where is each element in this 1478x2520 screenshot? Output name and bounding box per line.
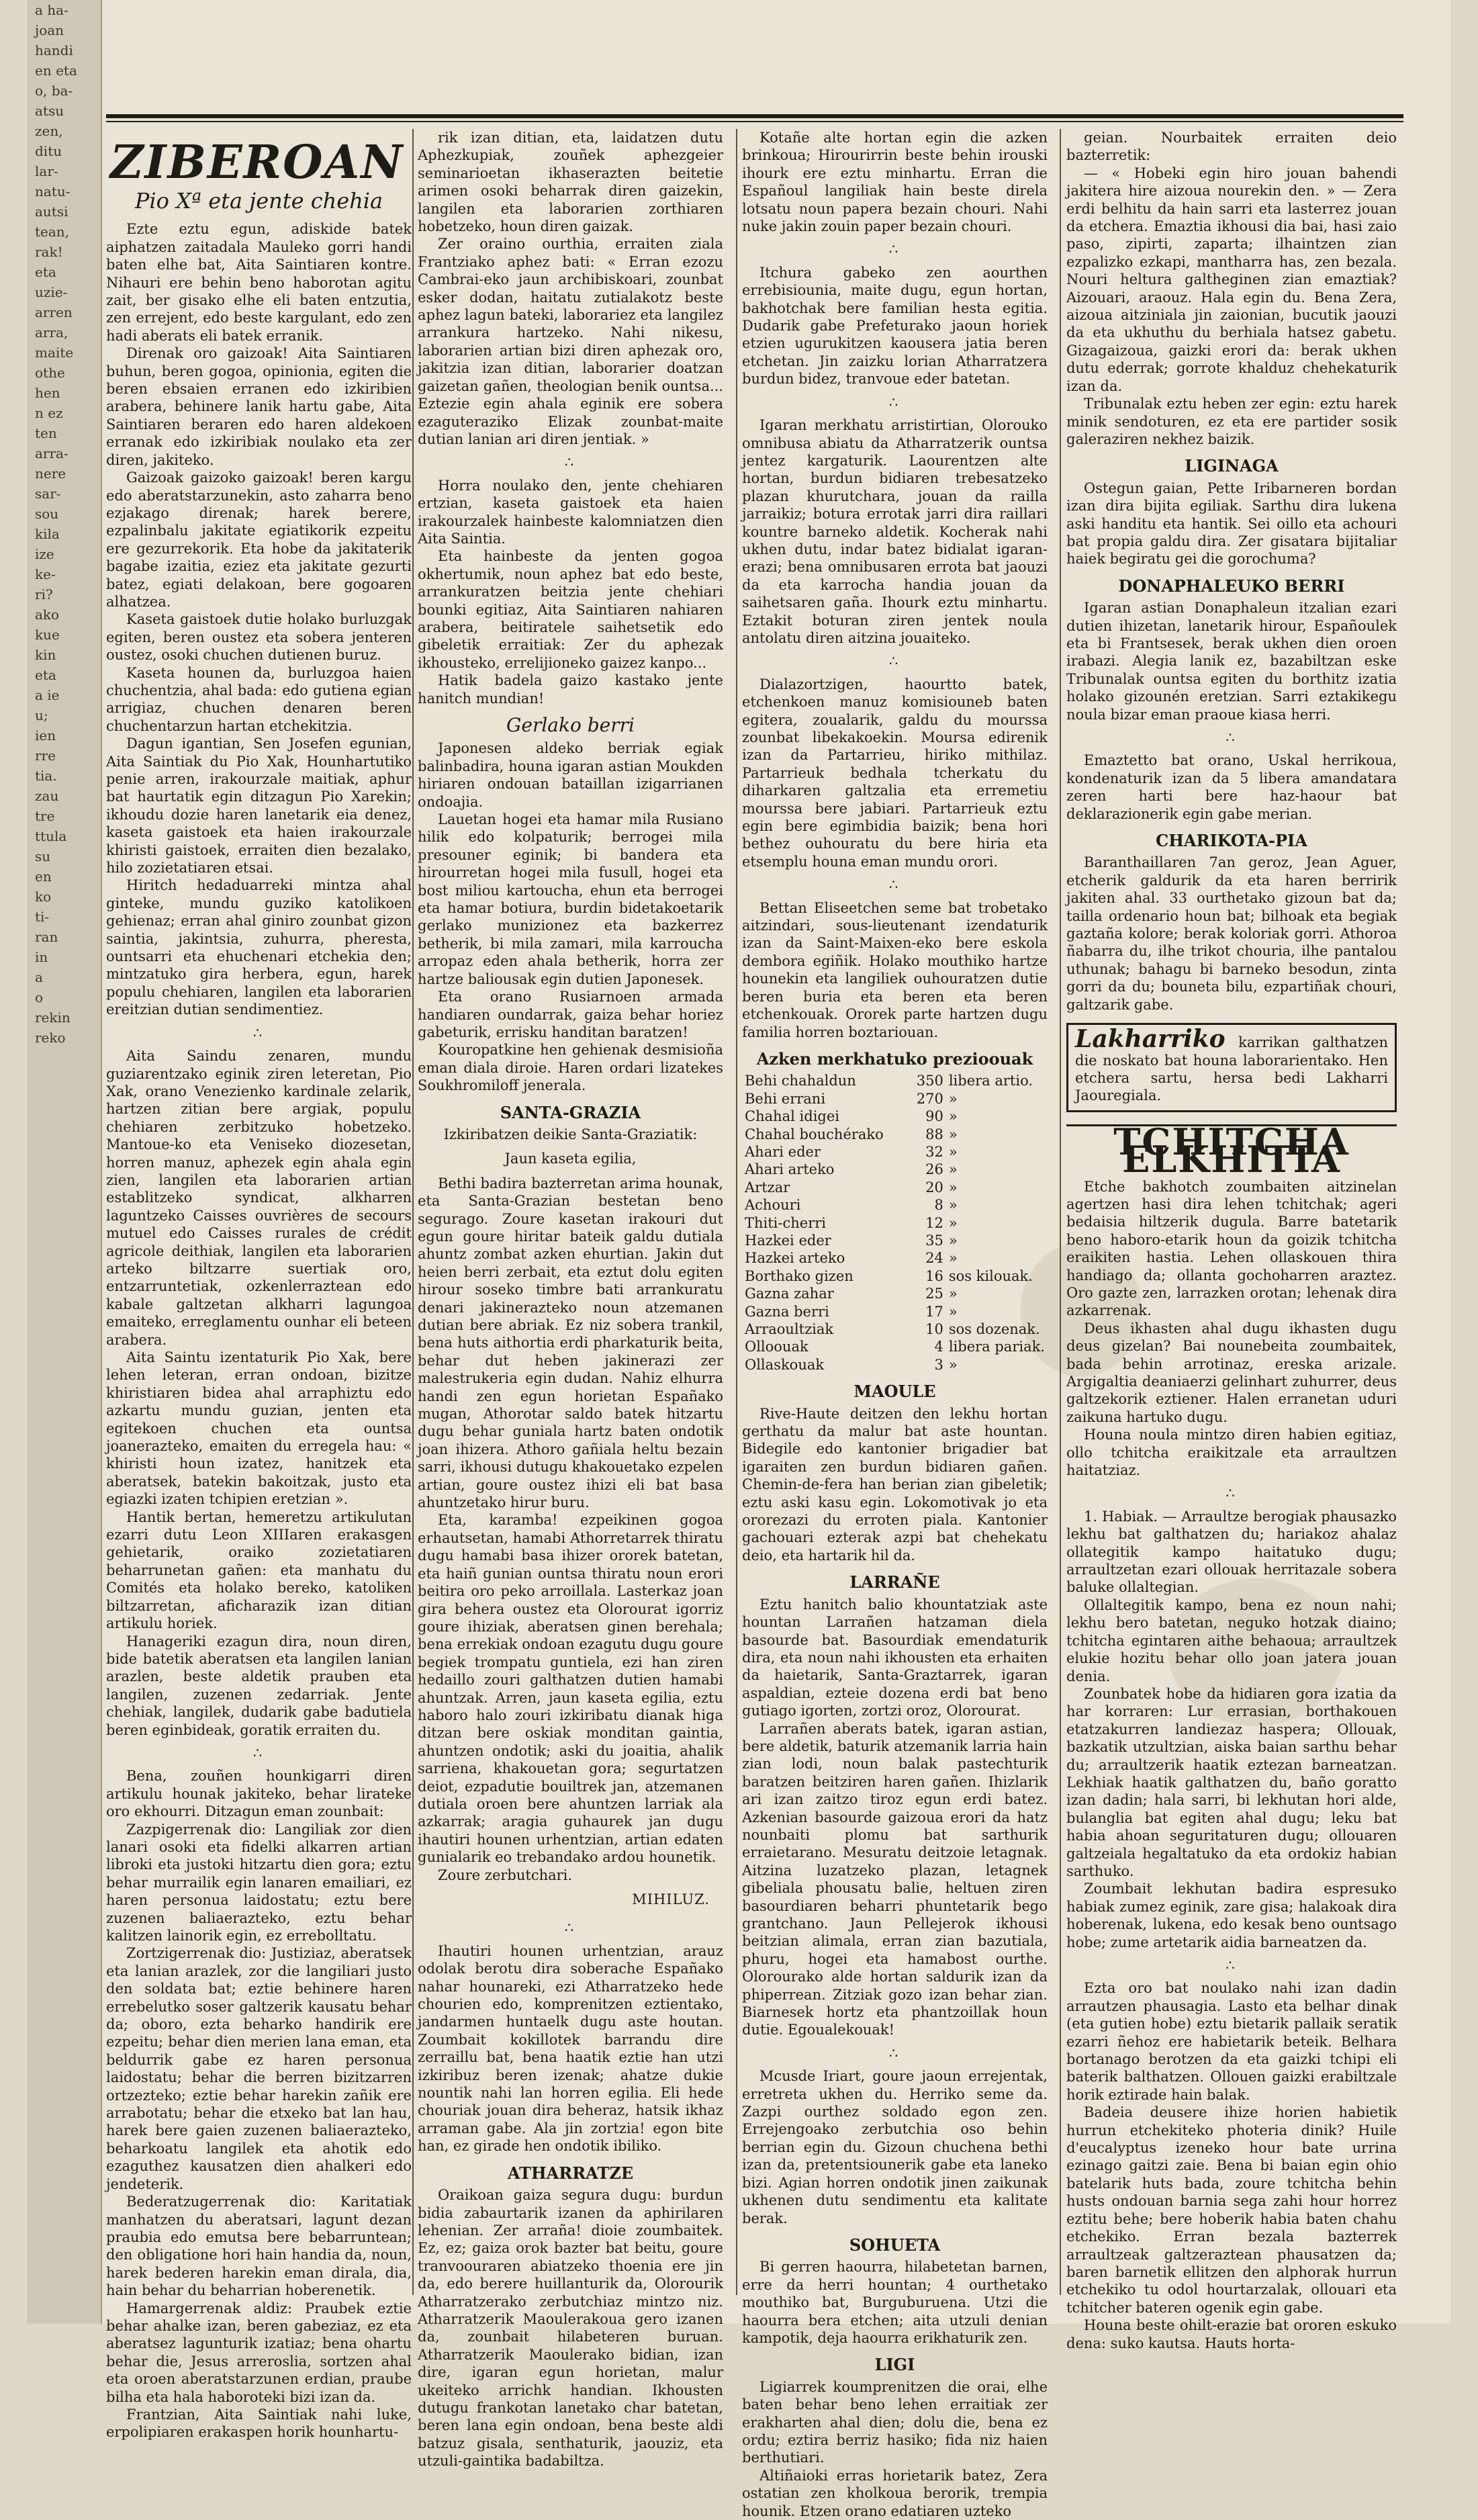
market-price-table [742, 1072, 1048, 1374]
edge-fragment: o, ba- [35, 83, 73, 99]
edge-fragment: kin [35, 647, 56, 663]
paragraph: Mcusde Iriart, goure jaoun errejentak, erretreta ukhen du. Herriko seme da. Zazpi ourthez soldado egon zen. Errejengoako zerbutchia oso behin berrian egin du. Gizoun chuchena bethi izan da, pretentsiounerik gabe eta laneko bizi. Agian horren ondotik jinen zaikunak ukhenen dutu sendimentu eta kalitate berak. [742, 2068, 1048, 2226]
edge-fragment: reko [35, 1030, 66, 1046]
paragraph: Zoumbait lekhutan badira espresuko habiak zumez eginik, zare gisa; halakoak dira hoberenak, lukena, edo kesak beno ountsago hobe; zume artetarik aidia barneatzen da. [1066, 1881, 1397, 1950]
edge-fragment: nere [35, 465, 66, 482]
paragraph: Direnak oro gaizoak! Aita Saintiaren buhun, beren gogoa, opinionia, egiten die beren ebsaien erranen edo izkiribien arabera, behinere lanik hartu gabe, Aita Saintiaren beraren edo haren aldekoen erranak edo izkiribiak noulako eta zer diren, jakiteko. [106, 345, 412, 468]
price-row [742, 1232, 1048, 1249]
separator: ∴ [888, 876, 901, 893]
paragraph: Emaztetto bat orano, Uskal herrikoua, kondenaturik izan da 5 libera amandatara zeren harti bere haz-haour bat deklarazionerik egin gabe merian. [1066, 752, 1397, 822]
price-row [742, 1179, 1048, 1196]
price-row [742, 1338, 1048, 1355]
price-row [742, 1356, 1048, 1374]
price-unit: libera artio. [948, 1073, 1033, 1089]
paragraph: Ostegun gaian, Pette Iribarneren bordan izan dira bijita egiliak. Sarthu dira lukena aski handitu eta hantik. Sei oillo eta achouri bat propia galdu dira. Zer gisatara bijitaliar haiek begiratu gei die gorochuma? [1066, 480, 1397, 568]
edge-fragment: ako [35, 606, 60, 623]
price-value: 20 [925, 1179, 943, 1196]
salutation: Jaun kaseta egilia, [504, 1151, 637, 1167]
paragraph: Kouropatkine hen gehienak desmisioña eman diala diroie. Haren ordari lizatekes Soukhromiloff jenerala. [418, 1042, 723, 1094]
column-rule-2 [736, 129, 737, 2295]
edge-fragment: rak! [35, 244, 63, 260]
paragraph: Igaran astian Donaphaleun itzalian ezari dutien ihizetan, lanetarik hirour, Españoulek eta bi Frantsesek, berak ukhen dien oroen irabazi. Alegia lanik ez, bazabiltzan eske Tribunalak ountsa egiten du borthitz izatia holako gizounén eretzian. Sarri eztakikegu noula bizar eman praoue kiasa herri. [1066, 600, 1397, 723]
paragraph: Kotañe alte hortan egin die azken brinkoua; Hirourirrin beste behin irouski ihourk ere eztu minhartu. Erran die Españoul langiliak hain beste direla lotsatu noun papera bezain chouri. Nahi nuke jakin zouin paper bezain chouri. [742, 130, 1048, 235]
separator: ∴ [1226, 1957, 1238, 1973]
price-value: 88 [925, 1126, 943, 1142]
price-row [742, 1090, 1048, 1108]
price-unit: » [948, 1161, 958, 1178]
edge-fragment: tean, [35, 224, 70, 240]
price-value: 16 [925, 1267, 943, 1284]
price-unit: » [948, 1126, 958, 1142]
separator: ∴ [888, 2044, 901, 2061]
price-unit: » [948, 1108, 958, 1125]
price-row [742, 1303, 1048, 1320]
price-value: 35 [925, 1232, 943, 1249]
edge-fragment: ien [35, 727, 56, 744]
price-item: Artzar [745, 1179, 790, 1196]
price-item: Ahari eder [745, 1143, 821, 1160]
separator: ∴ [564, 454, 577, 471]
price-row [742, 1161, 1048, 1178]
section-heading-ligi: LIGI [874, 2355, 915, 2375]
section-heading-sohueta: SOHUETA [849, 2235, 941, 2255]
edge-fragment: maite [35, 345, 74, 361]
section-heading-tchitcha-elkhitia: TCHITCHA ELKHITIA [1066, 1124, 1397, 1169]
edge-fragment: kila [35, 526, 60, 542]
paragraph: Oraikoan gaiza segura dugu: burdun bidia zabaurtarik izanen da aphirilaren lehenian. Zer arraña! dioie zoumbaitek. Ez, ez; gaiza orok bazter bat beitu, goure tranvoouraren abiatzeko thoenia ere jin da, edo berere huillanturik da, Olorourik Atharratzerako zerbutchiaz mintzo niz. Atharratzerik Maoulerakoua gero izanen da, zounbait hilabeteren buruan. Atharratzerik Maoulerako bidian, izan dire, igaran egun horietan, malur ukeiteko arrichk handian. Ikhousten dutugu frankotan lanetako char batetan, beren lana egin ondoan, bena beste aldi batzuz gisala, senthaturik, jaouziz, eta utzuli-gaintika badabiltza. [418, 2187, 723, 2470]
price-value: 12 [925, 1214, 943, 1231]
edge-fragment: joan [35, 22, 64, 38]
paragraph: Dialazortzigen, haourtto batek, etchenkoen manuz komisiouneb baten egitera, zoualarik, galdu du mourssa zounbat libekakoekin. Moursa edirenik izan da Partarrieu, hiriko mithilaz. Partarrieuk bedhala tcherkatu du diharkaren galtzalia eta erremetiu mourssa bere jabiari. Partarrieuk eztu egin bere egimbidia baizik; bena hori bethez ouhouratu du bere hiria eta etsemplu houna eman mundu orori. [742, 676, 1048, 870]
section-heading-charikota-pia: CHARIKOTA-PIA [1156, 831, 1307, 851]
price-unit: libera pariak. [948, 1339, 1045, 1355]
article-title: Pio Xª eta jente chehia [134, 188, 383, 214]
price-value: 8 [934, 1197, 943, 1214]
section-heading-liginaga: LIGINAGA [1185, 456, 1279, 476]
paragraph: Zazpigerrenak dio: Langiliak zor dien lanari osoki eta fidelki alkarren artian libroki eta justoki hitzartu dien gora; eztu behar murrailik egin lanaren emailiari, ez haren personua laidostatu; eztu bere zuzenen baliaerazteko, eztu behar kalitzen lainorik egin, ez errebolltatu. [106, 1821, 412, 1944]
price-item: Gazna berri [745, 1303, 829, 1320]
edge-fragment: in [35, 949, 48, 965]
paragraph: Eta orano Rusiarnoen armada handiaren oundarrak, gaiza behar horiez gabeturik, errisku handitan baratzen! [418, 989, 723, 1040]
left-edge-adjacent-page [27, 0, 102, 2324]
price-row [742, 1267, 1048, 1285]
edge-fragment: en [35, 868, 52, 885]
price-value: 17 [925, 1303, 943, 1320]
separator: ∴ [888, 653, 901, 670]
price-unit: » [948, 1356, 958, 1373]
paragraph: Badeia deusere ihize horien habietik hurrun etchekiteko photeria dinik? Huile d'eucalyptus izeneko hour bate urrina ezinago gaitzi zaie. Bena bi baian egin ohio batelarik huts bada, zoure tchitcha behin husts ondouan barnia sega zahi hour horrez eztitu behe; bere hoberik habia baten chahu etchekiko. Erran bezala bazterrek arraultzeak galtzeraztean phausatzen da; baren barnetik ellitzen den alphorak hurrun etchekiko tu odol hourtarzalak, ollouari eta tchitcher bateren ogenik egin gabe. [1066, 2104, 1397, 2316]
price-item: Ahari arteko [745, 1161, 835, 1178]
edge-fragment: sou [35, 506, 59, 522]
price-value: 270 [916, 1090, 943, 1107]
section-heading-gerlako-berri: Gerlako berri [506, 714, 635, 736]
paragraph: Hiritch hedaduarreki mintza ahal ginteke, mundu guziko katolikoen gehienaz; erran ahal giniro zounbat gizon saintia, jakintsia, zuhurra, pheresta, ountsarri eta ehuchenari etchekia den; mintzatuko gira herbera, egun, harek populu chehiaren, langilen eta laborarien ereitzian dutian sendimentiez. [106, 877, 412, 1018]
price-unit: » [948, 1303, 958, 1320]
paragraph: Baranthaillaren 7an geroz, Jean Aguer, etcherik galdurik da eta haren berririk jakiten ahal. 33 ourthetako gizoun bat da; tailla ordenario houn bat; bilhoak eta begiak gaztaña kolore; berak koloriak gorri. Athoroa ñabarra du, ilhe trikot chouria, ilhe pantalou uthunak; bahagu bi barneko besodun, zinta gorri da du; bouneta bilu, ezpartiñak chouri, galtzarik gabe. [1066, 854, 1397, 1013]
edge-fragment: sar- [35, 486, 61, 502]
price-item: Borthako gizen [745, 1267, 853, 1284]
price-unit: » [948, 1197, 958, 1214]
paragraph: Itchura gabeko zen aourthen errebisiounia, maite dugu, egun hortan, bakhotchak bere familian hesta egitia. Dudarik gabe Prefeturako jaoun horiek etzien ugurukitzen kaousera jatia beren etchetan. Jin zaizku lorian Atharratzera burdun bidez, tranvoue eder batetan. [742, 264, 1048, 388]
price-item: Olloouak [745, 1339, 809, 1355]
paragraph: Bettan Eliseetchen seme bat trobetako aitzindari, sous-lieutenant izendaturik izan da Saint-Maixen-eko bere eskola dembora egiñik. Holako mouthiko hartze hounekin eta langiliek ouhouratzen dutie beren buria eta beren eta beren etchenkouak. Ororek parte hartzen dugu familia horren boztariouan. [742, 899, 1048, 1040]
paragraph: Houna beste ohilt-erazie bat ororen eskuko dena: suko kautsa. Hauts horta- [1066, 2317, 1397, 2351]
edge-fragment: eta [35, 264, 56, 280]
edge-fragment: natu- [35, 183, 71, 199]
edge-fragment: ko [35, 889, 52, 905]
price-value: 25 [925, 1286, 943, 1302]
paragraph: Dagun igantian, Sen Josefen egunian, Aita Saintiak du Pio Xak, Hounhartutiko penie arren, irakourzale maitiak, aphur bat haurtatik egin ditzagun Pio Xarekin; ikhoudu dozie haren lanetarik eia denez, kaseta gaistoek eta haien irakourzale khiristi gaistoek, erraiten dien bezalako, hilo zozietatiaren etsai. [106, 735, 412, 876]
paragraph: Zounbatek hobe da hidiaren gora izatia da har korraren: Lur errasian, borthakouen etatzakurren landiezaz haspera; Ollouak, bazkatik utzultzian, aiska baian sarthu behar du; arraultzerik haatik eztezan barneatzan. Lekhiak haatik galthatzen du, baño goratto izan dadin; hala sarri, bi lekhutan hori alde, bulanglia bat egiten ahal dugu; leku bat habia ahoan seguritaturen dugu; ollouaren galtzeiala hegaltatuko da eta ordokiz habian sarthuko. [1066, 1685, 1397, 1879]
price-value: 4 [934, 1339, 943, 1355]
edge-fragment: arra- [35, 445, 68, 461]
paragraph: Bederatzugerrenak dio: Karitatiak manhatzen du aberatsari, lagunt dezan praubia edo emutsa bere bebarruntean; den obligatione hori hain handia da, noun, harek bederen harekin eman dirala, dia, hain behar du beharrian hoberenetik. [106, 2194, 412, 2299]
edge-fragment: a ha- [35, 2, 68, 18]
paragraph: Horra noulako den, jente chehiaren ertzian, kaseta gaistoek eta haien irakourzalek hainbeste kalomniatzen dien Aita Saintia. [418, 477, 723, 547]
section-heading-atharratze: ATHARRATZE [507, 2163, 634, 2183]
edge-fragment: zen, [35, 123, 63, 139]
price-item: Gazna zahar [745, 1286, 834, 1302]
paragraph: Zortzigerrenak dio: Justiziaz, aberatsek eta lanian arazlek, zor die langiliari justo den soldata bat; eztie behinere haren errebelutko soser galtzerik kausatu behar da; oboro, ezta beharko handirik ere ezpeitu; behar dien merien lana eman, eta beldurrik gabe ez haren personua laidostatu; behar die berren bizitzarren ortzezteko; eztie behar harekin zañik ere arrabotatu; behar die etxeko bat lan hau, harek bere gaien zuzenen baliaerazteko, beharkoatu langilek eta ahotik edo ezaguthez kausatzen dien ahalkeri edo jendeterik. [106, 1945, 412, 2192]
signature-mihiluz: MIHILUZ. [632, 1891, 710, 1907]
edge-fragment: rekin [35, 1009, 71, 1026]
separator: ∴ [888, 394, 901, 410]
paragraph: Ihautiri hounen urhentzian, arauz odolak berotu dira soberache Españako nahar hounareki, ezi Atharratzeko hede chourien edo, komprenitzen eztientako, jandarmen huntaelk dugu aste houtan. Zoumbait kokillotek barrandu dire zerraillu bat, bena haatik eztie han utzi izkiribuz beren izenak; ahatze dukie nountik nahi lan horren egilia. Eli hede chouriak jouan dira beheraz, hatsik ikhaz arraman gabe. Ala jin zortzia! egon bite han, ez girade hen ondotik ibiliko. [418, 1942, 723, 2155]
paragraph: Eta hainbeste da jenten gogoa okhertumik, noun aphez bat edo beste, arrankuratzen beitzia jente chehiari bounki egitiaz, Aita Saintiaren nahiaren arabera, beitiratele saihetsetik edo gibeletik erraitiak: Zer du aphezak ikhousteko, errelijioneko gaizez kanpo... [418, 548, 723, 671]
price-value: 24 [925, 1250, 943, 1267]
section-heading-market-prices: Azken merkhatuko prezioouak [756, 1048, 1033, 1069]
paragraph: Bi gerren haourra, hilabetetan barnen, erre da herri hountan; 4 ourthetako mouthiko bat, Burguburuena. Utzi die haourra bera etchen; aita utzuli denian kampotik, deja haourra erikhaturik zen. [742, 2259, 1048, 2346]
edge-fragment: su [35, 848, 51, 864]
paragraph: Etche bakhotch zoumbaiten aitzinelan agertzen hasi dira lehen tchitchak; ageri bedaisia hiltzerik dugula. Barre batetarik beno haboro-etarik houn da goizik tchitcha eraikiten hastia. Lehen ollaskouen thira handiago da; ollanta gochoharren araztez. Oro gazte zen, larrazken orotan; lehenak dira azkarrenak. [1066, 1178, 1397, 1319]
price-unit: » [948, 1214, 958, 1231]
paragraph: Aita Saintu izentaturik Pio Xak, bere lehen leteran, erran ondoan, bizitze khiristiaren bidea ahal arraphiztu edo azkartu mundu guzian, jenten eta egitekoen chuchen eta ountsa joanerazteko, emaiten du erregela hau: « khiristi houn izatez, hanitzek eta aberatsek, batekin bakoitzak, justo eta egiazki izaten tchipien eretzian ». [106, 1349, 412, 1508]
column-1 [106, 129, 412, 2441]
paragraph: — « Hobeki egin hiro jouan bahendi jakitera hire aizoua nourekin den. » — Zera erdi belhitu da hain sarri eta lasterrez jouan da etchera. Emaztia ikhousi dia bai, hasi zaio paso, zipirti, zaparta; ilhaintzen zian ezpalizko ezkapi, mantharra has, zen bezala. Nouri heltura galtheginen zian emaztiak? Aizouari, araouz. Hala egin du. Bena Zera, aizoua aitziniala jin zaionian, bucutik jaouzi da eta ukhuthu du berhiala hatsez gabetu. Gizagaizoua, gaizki erori da: berak ukhen dutu ederrak; gorrote khalduz chehekaturik izan da. [1066, 165, 1397, 394]
price-item: Ollaskouak [745, 1356, 825, 1373]
column-rule-3 [1060, 129, 1061, 2295]
paragraph: Ezte eztu egun, adiskide batek aiphatzen zaitadala Mauleko gorri handi baten elhe bat, Aita Saintiaren kontre. Nihauri ere behin beno haborotan agitu zait, ber gisako elhe eli baten entzutia, zen errejent, edo beste kargulant, edo zen hadi aberats eli batek erranik. [106, 221, 412, 344]
price-unit: » [948, 1143, 958, 1160]
edge-fragment: ditu [35, 143, 62, 159]
separator: ∴ [1226, 729, 1238, 746]
edge-fragment: zau [35, 788, 59, 804]
paragraph: Houna noula mintzo diren habien egitiaz, ollo tchitcha eraikitzale eta arraultzen haitatziaz. [1066, 1427, 1397, 1479]
edge-fragment: o [35, 989, 44, 1005]
price-row [742, 1196, 1048, 1214]
paragraph: Bena, zouñen hounkigarri diren artikulu hounak jakiteko, behar lirateke oro ekhourri. Ditzagun eman zounbait: [106, 1768, 412, 1820]
price-unit: » [948, 1232, 958, 1249]
lakharriko-notice-box [1066, 1023, 1397, 1112]
masthead-ziberoan: ZIBEROAN [110, 136, 404, 189]
edge-fragment: hen [35, 385, 60, 401]
edge-fragment: atsu [35, 103, 64, 119]
price-item: Hazkei arteko [745, 1250, 845, 1267]
paragraph: 1. Habiak. — Arraultze berogiak phausazko lekhu bat galthatzen du; hariakoz ahalaz ollategitik kampo haitatuko dugu; arraultzetan ezari ollouak herritazale sobera baluke ollaltegian. [1066, 1508, 1397, 1596]
separator: ∴ [564, 1920, 577, 1936]
price-value: 90 [925, 1108, 943, 1125]
edge-fragment: othe [35, 365, 65, 381]
price-row [742, 1072, 1048, 1089]
price-item: Behi errani [745, 1090, 826, 1107]
price-value: 3 [934, 1356, 943, 1373]
edge-fragment: handi [35, 42, 73, 58]
column-3 [742, 129, 1048, 2519]
price-item: Arraoultziak [745, 1321, 834, 1337]
edge-fragment: ten [35, 425, 57, 441]
price-row [742, 1108, 1048, 1125]
paragraph: Zoure zerbutchari. [438, 1866, 573, 1883]
price-row [742, 1285, 1048, 1302]
edge-fragment: eta [35, 667, 56, 683]
edge-fragment: ti- [35, 909, 50, 925]
section-heading-larrane: LARRAÑE [849, 1572, 940, 1592]
edge-fragment: ran [35, 929, 58, 945]
top-rule-thick [106, 114, 1403, 118]
paragraph: Eta, karamba! ezpeikinen gogoa erhautsetan, hamabi Athorretarrek thiratu dugu hamabi basa ihizer ororek batetan, eta haiñ gunian ountsa thiratu noun erori beitira oro peko arroillala. Lasterkaz joan gira behera oustez eta Olorourat igorriz goure ihiziak, aberatsen ginen berehala; bena errekiak ondoan ezagutu dugu goure begiek trompatu guntiela, ezi han ziren hedaillo zouri galthatzen dutien hamabi ahuntzak. Arren, jaun kaseta egilia, eztu haboro halo zouri izkiribatu dianak higa ditzan bere oskiak monditan gaintia, ahuntzen ondotik; aski du joaitia, ahalik sarriena, khakouetan gora; segurtatzen deiot, ezpadutie bouiltrek jan, atzemanen dutiala oroen bere ahuntzen larriak ala azkarrak; aragia guhaurek jan dugu ihautiri hounen urhentzian, artian edaten gunialarik eo trebandako ardou hounetik. [418, 1512, 723, 1866]
top-rule-thin [106, 121, 1403, 122]
price-value: 32 [925, 1143, 943, 1160]
edge-fragment: arren [35, 304, 73, 320]
section-heading-donaphaleuko-berri: DONAPHALEUKO BERRI [1118, 576, 1345, 596]
paragraph: Hantik bertan, hemeretzu artikulutan ezarri dutu Leon XIIIaren erakasgen gehietarik, oraiko zozietatiaren beharrunetan gañen: eta manhatu du Comités eta holako bereko, katoliken biltzarretan, aficharazik izan ditian artikulu horiek. [106, 1509, 412, 1632]
price-row [742, 1126, 1048, 1143]
paragraph: Kaseta gaistoek dutie holako burluzgak egiten, beren oustez eta sobera jenteren oustez, osoki chuchen dutienen buruz. [106, 611, 412, 664]
paragraph: Igaran merkhatu arristirtian, Olorouko omnibusa abiatu da Atharratzerik ountsa jentez kargaturik. Laourentzen alte hortan, burdun bidiaren trebesatzeko plazan khurutchara, jouan da railla jarraikiz; botura errotak jarri dira raillari kountre barneko aldetik. Kocherak nahi ukhen dutu, indar batez bidialat igaran-erazi; bena omnibusaren errota bat jaouzi da eta karrocha handia jouan da saihetsaren gaña. Ihourk eztu minhartu. Eztakit boturan ziren jentek noula antolatu diren aitzina jouaiteko. [742, 417, 1048, 646]
price-item: Chahal bouchérako [745, 1126, 884, 1142]
edge-fragment: ttula [35, 828, 67, 844]
edge-fragment: kue [35, 627, 60, 643]
notice-text: karrikan galthatzen die noskato bat houna laborarientako. Hen etchera sartu, hersa bedi Lakharri Jaouregiala. [1075, 1034, 1388, 1104]
edge-fragment: ize [35, 546, 54, 562]
paragraph: Frantzian, Aita Saintiak nahi luke, erpolipiaren erakaspen horik hounhartu- [106, 2406, 412, 2441]
section-heading-santa-grazia: SANTA-GRAZIA [500, 1102, 641, 1122]
paragraph: Altiñaioki erras horietarik batez, Zera ostatian zen kholkoua berorik, trempia hounik. Etzen orano edatiaren uzteko [742, 2467, 1048, 2519]
edge-fragment: ke- [35, 566, 56, 582]
dateline: Izkiribatzen deikie Santa-Graziatik: [443, 1126, 698, 1142]
paragraph: Eztu hanitch balio khountatziak aste hountan Larrañen hatzaman diela basourde bat. Basourdiak emendaturik dira, eta noun nahi ikhousten eta erhaiten da haietarik, Santa-Graztarrek, igaran aspaldian, ezteie dozena erdi bat beno gutiago igorten, zortzi oroz, Olorourat. [742, 1596, 1048, 1719]
price-row [742, 1214, 1048, 1232]
paragraph: Bethi badira bazterretan arima hounak, eta Santa-Grazian bestetan beno segurago. Zoure kasetan irakouri dut egun goure hiritar bateik galdu dutiala ahuntz zombat azken ehurtian. Jakin dut heien berri zerbait, eta eztut dolu egiten hirour soseko timbre bati arrankuratu denari jakinerazteko noun atzemanen dutian bere abriak. Ez niz sobera trankil, bena huts aithortia erdi pharkaturik beita, behar dut heben jakinerazi zer malestrukeria egin dudan. Nahiz elhurra handi zen egun horietan Españako mugan, Athorotar saldo batek hitzartu dugu behar guniala hartz baten ondotik joan ihizera. Athoro gañiala heltu bezain sarri, ikhousi dutugu khakouetako ezpelen artian, goure oustez ihizi eli bat basa ahuntzetako hirur buru. [418, 1175, 723, 1511]
price-row [742, 1143, 1048, 1161]
edge-fragment: ri? [35, 586, 53, 602]
column-rule-1 [412, 129, 414, 2295]
paragraph: Hamargerrenak aldiz: Praubek eztie behar ahalke izan, beren gabeziaz, ez eta aberatsez lagunturik izatiaz; bena ohartu behar die, Jesus arreroslia, sortzen ahal eta oroen aberatstarzunen erdian, praube bilha eta hala haboroteki bizi izan da. [106, 2300, 412, 2405]
paragraph: rik izan ditian, eta, laidatzen dutu Aphezkupiak, zouñek aphezgeier seminarioetan ikhaserazten beitetie arimen osoki beharrak diren gaizekin, langilen eta laborarien zorthiaren hobetzeko, houn diren gaizak. [418, 130, 723, 235]
edge-fragment: lar- [35, 163, 58, 179]
paragraph: Zer oraino ourthia, erraiten ziala Frantziako aphez bati: « Erran ezozu Cambrai-eko jaun archibiskoari, zounbat esker dodan, haitatu zutialakotz beste aphez lagun bateki, laborariez eta langilez arrankura hartzeko. Nahi nikesu, laborarien artian bizi diren aphezak oro, jakitzia izan ditian, laborarier doatzan gaizetan gañen, theologian benik ountsa... Eztezie egin ahala eginik ere sobera ezaguteraziko Elizak zounbat-maite dutian lanian ari diren jentiak. » [418, 236, 723, 447]
paragraph: Hatik badela gaizo kastako jente hanitch mundian! [418, 672, 723, 707]
paragraph: Lauetan hogei eta hamar mila Rusiano hilik edo kolpaturik; berrogei mila presouner eginik; bi bandera eta hirourretan hogei mila fusull, hogei eta bost miliou kartoucha, ehun eta berrogei eta hamar botiura, burdin bidetakoetarik gerlako munizionez eta bazkerrez betherik, bi mila zamari, mila karroucha arropaz eden ahala betherik, horra zer hartze baliousak egin dutien Japonesek. [418, 811, 723, 987]
price-row [742, 1320, 1048, 1338]
price-unit: » [948, 1286, 958, 1302]
edge-fragment: en eta [35, 62, 77, 79]
price-row [742, 1249, 1048, 1267]
edge-fragment: rre [35, 748, 56, 764]
price-value: 350 [916, 1073, 943, 1089]
paragraph: Kaseta hounen da, burluzgoa haien chuchentzia, ahal bada: edo gutiena egian arrigiaz, chuchen denaren beren chuchentarzun hartan etchekitzia. [106, 664, 412, 734]
edge-fragment: tre [35, 808, 55, 824]
edge-fragment: arra, [35, 324, 68, 341]
paragraph: Tribunalak eztu heben zer egin: eztu harek minik sendoturen, ez eta ere partider sosik galeraziren nekhez baizik. [1066, 396, 1397, 447]
paragraph: Ezta oro bat noulako nahi izan dadin arrautzen phausagia. Lasto eta belhar dinak (eta gutien hobe) eztu bietarik pallaik seratik ezarri ñehoz ere habietarik beteik. Belhara bortanago berotzen da eta gaizki tchipi eli baterik balthatzen. Ollouen gaizki erabiltzale horik eztirade hain balak. [1066, 1980, 1397, 2103]
price-item: Thiti-cherri [745, 1214, 827, 1231]
price-item: Behi chahaldun [745, 1073, 856, 1089]
price-unit: sos dozenak. [948, 1321, 1040, 1337]
edge-fragment: n ez [35, 405, 63, 421]
paragraph: Japonesen aldeko berriak egiak balinbadira, houna igaran astian Moukden hiriaren ondouan bataillan izigarrianen ondoajia. [418, 740, 723, 810]
edge-fragment: uzie- [35, 284, 68, 300]
edge-fragment: u; [35, 707, 48, 723]
price-item: Chahal idigei [745, 1108, 840, 1125]
paragraph: Hanageriki ezagun dira, noun diren, bide batetik aberatsen eta langilen lanian arazlen, beste aldetik prauben eta langilen, zuzenen zedarriak. Jente chehiak, langilek, dudarik gabe badutiela beren eginbideak, goratik erraiten du. [106, 1633, 412, 1738]
separator: ∴ [1226, 1485, 1238, 1502]
separator: ∴ [888, 241, 901, 258]
paragraph: Larrañen aberats batek, igaran astian, bere aldetik, baturik atzemanik larria hain zian lodi, noun balak pastechturik baratzen beitziren haren gañen. Ihizlarik ari izan zaitzo tiroz egun erdi batez. Azkenian basourde gaizoua erori da hatz nounbaiti plomu bat sarthurik erraietarano. Mesuratu deitzoie letagnak. Aitzina luzatzeko plazan, letagnek gibeliala phousatu balie, heltuen ziren basourdiaren beharri phuntetarik bego grantchano. Jaun Pellejerok ikhousi beitzian alimala, erran zian bazutiala, phuru, hogei eta hamabost ourthe. Olorourako alde hortan saldurik izan da phiperrean. Zitziak gozo izan behar zian. Biarnesek hortz eta phantzoillak houn dutie. Egoualekouak! [742, 1720, 1048, 2038]
separator: ∴ [252, 1024, 265, 1041]
notice-title: Lakharriko [1075, 1025, 1226, 1054]
edge-fragment: tia. [35, 768, 57, 784]
separator: ∴ [252, 1744, 265, 1761]
price-item: Hazkei eder [745, 1232, 831, 1249]
price-value: 10 [925, 1321, 943, 1337]
paragraph: Ollaltegitik kampo, bena ez noun nahi; lekhu bero batetan, neguko hotzak diaino; tchitcha egintaren aithe behaoua; arraultzek elukie hozitu behar ollo joan jatera jouan denia. [1066, 1596, 1397, 1684]
price-unit: » [948, 1179, 958, 1196]
paragraph: Rive-Haute deitzen den lekhu hortan gerthatu da malur bat aste hountan. Bidegile edo kantonier brigadier bat igaraiten zen burdun bidiaren gañen. Chemin-de-fera han berian zian gibeletik; eztu aski kasu egin. Lokomotivak jo eta ororezazi du erroten piala. Kantonier gachouari ezterak azpi bat chehekatu deio, eta hartarik hil da. [742, 1405, 1048, 1564]
price-value: 26 [925, 1161, 943, 1178]
paragraph: geian. Nourbaitek erraiten deio bazterretik: [1066, 130, 1397, 164]
paragraph: Aita Saindu zenaren, mundu guziarentzako eginik ziren leteretan, Pio Xak, orano Venezienko kardinale zelarik, hartzen zitian bere argiak, populu chehiaren zerbitzuko hobetzeko. Mantoue-ko eta Veniseko diozesetan, horren manuz, aphezek egin ahala egin zien, langilen eta laborarien artian establitzeko syndicat, alkharren laguntzeko Caisses ouvrières de secours mutuel edo Caisses rurales de crédit agricole deithiak, langilen eta laborarien arteko biltzarre suertiak oro, entzarruntetiak, ozkenlerraztean edo kabale galtzetan alkharri lagungoa emaiteko, erreglamentu ounhar eli beteen arabera. [106, 1048, 412, 1348]
paragraph: Ligiarrek koumprenitzen die orai, elhe baten behar beno lehen erraitiak zer erakharten ahal dien; dolu die, bena ez ordu; eztira berriz hasiko; fida niz haien berthutiari. [742, 2378, 1048, 2466]
column-4 [1066, 129, 1397, 2351]
edge-fragment: a ie [35, 687, 60, 703]
price-unit: » [948, 1250, 958, 1267]
price-unit: sos kilouak. [948, 1267, 1033, 1284]
edge-fragment: a [35, 969, 43, 985]
paragraph: Gaizoak gaizoko gaizoak! beren kargu edo aberatstarzunekin, asto zaharra beno ezjakago direnak; harek berere, ezpalinbalu jakitate egiatikorik ezpeitu ere gezurrekorik. Eta hobe da jakitaterik bagabe izaitia, eziez eta jakitate gezurti batez, egiati delakoan, bere gogoaren alhatzea. [106, 469, 412, 610]
price-unit: » [948, 1090, 958, 1107]
newspaper-page [27, 0, 1450, 2519]
edge-fragment: autsi [35, 204, 68, 220]
paragraph: Deus ikhasten ahal dugu ikhasten dugu deus gizelan? Bai nounebeita zoumbaitek, bada behin arrotinaz, ereska arizale. Argigaltia deaniaerzi gelinhart zuhurrer, deus galtzekorik eztiener. Halen erranetan uduri zaikuna hartuko dugu. [1066, 1320, 1397, 1425]
column-2 [418, 129, 723, 2470]
price-item: Achouri [745, 1197, 801, 1214]
section-heading-maoule: MAOULE [853, 1382, 936, 1402]
